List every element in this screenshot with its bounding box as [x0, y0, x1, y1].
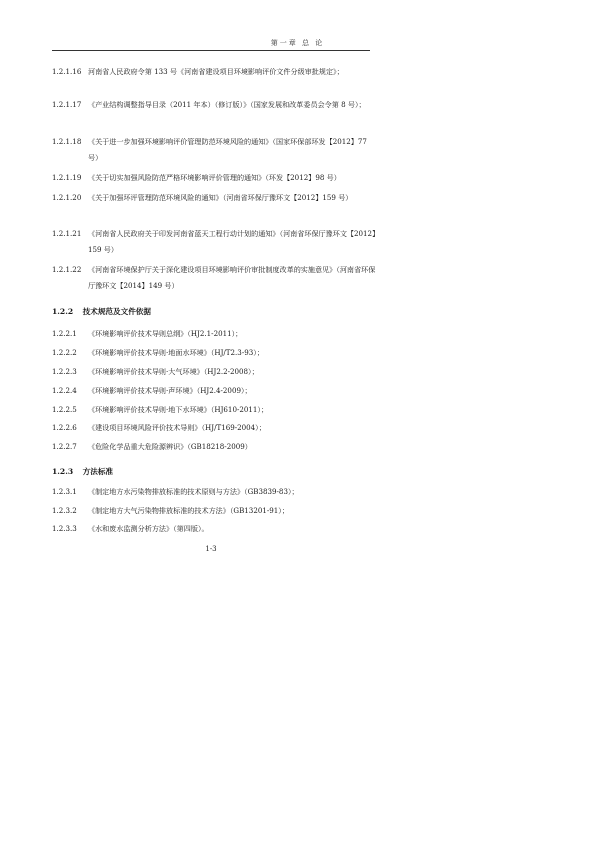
- item-number: 1.2.2.7: [52, 442, 77, 451]
- item-text: 《河南省人民政府关于印发河南省蓝天工程行动计划的通知》（河南省环保厅豫环文【2012】159 号）: [88, 229, 376, 254]
- item-number: 1.2.3.2: [52, 506, 77, 515]
- item-number: 1.2.2.2: [52, 348, 77, 357]
- item-number: 1.2.1.17: [52, 100, 82, 109]
- item-text: 《关于加强环评管理防范环境风险的通知》（河南省环保厅豫环文【2012】159 号）: [88, 193, 353, 202]
- page-number: 1-3: [205, 545, 217, 553]
- item-text: 《制定地方水污染物排放标准的技术原则与方法》（GB3839-83）；: [88, 487, 299, 496]
- item-number: 1.2.3.3: [52, 524, 77, 533]
- item-text: 《水和废水监测分析方法》（第四版）。: [88, 524, 209, 533]
- item-text: 《制定地方大气污染物排放标准的技术方法》（GB13201-91）；: [88, 506, 289, 515]
- running-header: 第一章 总 论: [270, 39, 325, 47]
- item-text: 《危险化学品重大危险源辨识》（GB18218-2009）: [88, 442, 252, 451]
- item-text: 《环境影响评价技术导则·地面水环境》（HJ/T2.3-93）；: [88, 348, 264, 357]
- item-text: 《河南省环境保护厅关于深化建设项目环境影响评价审批制度改革的实施意见》（河南省环保厅豫环文【2014】149 号）: [88, 265, 376, 290]
- section-number: 1.2.2: [52, 307, 74, 316]
- item-number: 1.2.1.19: [52, 173, 82, 182]
- item-text: 河南省人民政府令第 133 号《河南省建设项目环境影响评价文件分级审批规定》；: [88, 67, 344, 76]
- section-number: 1.2.3: [52, 467, 74, 476]
- item-number: 1.2.1.21: [52, 229, 82, 238]
- item-number: 1.2.1.22: [52, 265, 82, 274]
- item-text: 《环境影响评价技术导则总纲》（HJ2.1-2011）；: [88, 329, 243, 338]
- item-text: 《建设项目环境风险评价技术导则》（HJ/T169-2004）；: [88, 423, 266, 432]
- item-text: 《环境影响评价技术导则·大气环境》（HJ2.2-2008）；: [88, 367, 259, 376]
- section-heading: [52, 306, 151, 317]
- item-text: 《环境影响评价技术导则·声环境》（HJ2.4-2009）；: [88, 386, 252, 395]
- item-number: 1.2.1.20: [52, 193, 82, 202]
- item-number: 1.2.3.1: [52, 487, 77, 496]
- item-number: 1.2.1.16: [52, 67, 82, 76]
- item-number: 1.2.2.3: [52, 367, 77, 376]
- item-text: 《环境影响评价技术导则·地下水环境》（HJ610-2011）；: [88, 405, 269, 414]
- section-heading: [52, 466, 113, 477]
- item-number: 1.2.2.4: [52, 386, 77, 395]
- item-text: 《关于切实加强风险防范严格环境影响评价管理的通知》（环发【2012】98 号）: [88, 173, 341, 182]
- section-title: 技术规范及文件依据: [82, 307, 151, 316]
- item-number: 1.2.1.18: [52, 137, 82, 146]
- section-title: 方法标准: [82, 467, 114, 476]
- item-number: 1.2.2.6: [52, 423, 77, 432]
- item-text: 《产业结构调整指导目录（2011 年本）（修订版）》（国家发展和改革委员会令第 8 号）；: [88, 100, 366, 109]
- item-text: 《关于进一步加强环境影响评价管理防范环境风险的通知》（国家环保部环发【2012】77 号）: [88, 137, 367, 162]
- item-number: 1.2.2.1: [52, 329, 77, 338]
- item-number: 1.2.2.5: [52, 405, 77, 414]
